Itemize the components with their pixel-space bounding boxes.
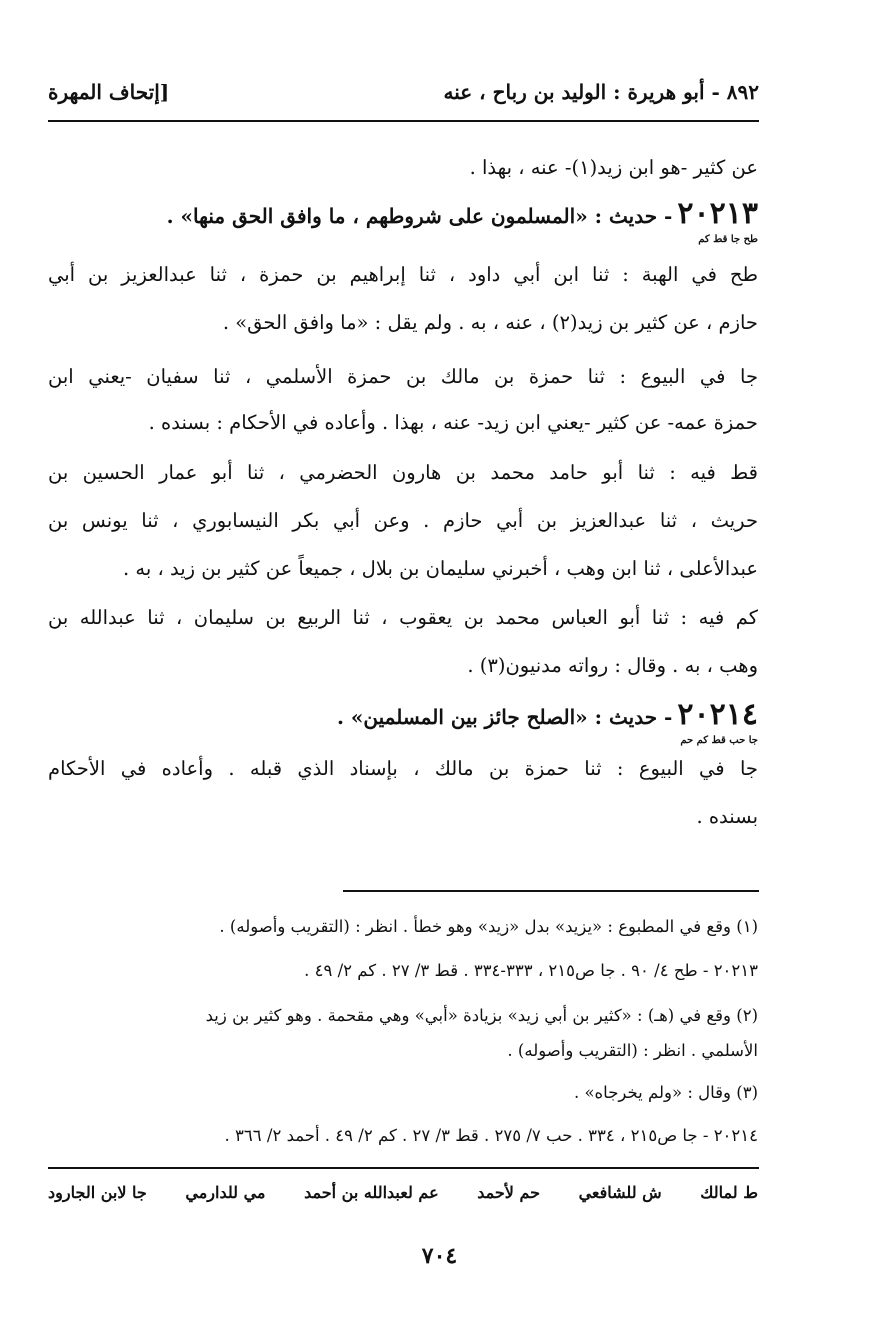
- footnote: (٢) وقع في (هـ) : «كثير بن أبي زيد» بزيادة «أبي» وهي مقحمة . وهو كثير بن زيد: [205, 1006, 758, 1025]
- text-line: عبدالأعلى ، ثنا ابن وهب ، أخبرني سليمان بن بلال ، جميعاً عن كثير بن زيد ، به .: [123, 557, 758, 580]
- hadith-heading: [166, 196, 758, 245]
- footnote: ٢٠٢١٤ - جا ص٢١٥ ، ٣٣٤ . حب ٧/ ٢٧٥ . قط ٣/ ٢٧ . كم ٢/ ٤٩ . أحمد ٢/ ٣٦٦ .: [224, 1126, 758, 1145]
- footnote: (١) وقع في المطبوع : «يزيد» بدل «زيد» وهو خطأ . انظر : (التقريب وأصوله) .: [219, 917, 758, 936]
- text-line: عن كثير -هو ابن زيد(١)- عنه ، بهذا .: [469, 156, 758, 179]
- text-line: قط فيه : ثنا أبو حامد محمد بن هارون الحضرمي ، ثنا أبو عمار الحسين بن: [48, 461, 758, 484]
- footnote: (٣) وقال : «ولم يخرجاه» .: [573, 1083, 758, 1102]
- page-number: ٧٠٤: [421, 1243, 458, 1269]
- text-line: جا في البيوع : ثنا حمزة بن مالك بن حمزة الأسلمي ، ثنا سفيان -يعني ابن: [48, 365, 758, 388]
- sigla-item: مي للدارمي: [185, 1183, 266, 1202]
- text-line: حمزة عمه- عن كثير -يعني ابن زيد- عنه ، بهذا . وأعاده في الأحكام : بسنده .: [148, 411, 758, 434]
- text-line: جا في البيوع : ثنا حمزة بن مالك ، بإسناد الذي قبله . وأعاده في الأحكام: [48, 757, 758, 780]
- footnote: ٢٠٢١٣ - طح ٤/ ٩٠ . جا ص٢١٥ ، ٣٣٣-٣٣٤ . قط ٣/ ٢٧ . كم ٢/ ٤٩ .: [304, 961, 758, 980]
- footnote: الأسلمي . انظر : (التقريب وأصوله) .: [507, 1041, 758, 1060]
- sigla-item: ط لمالك: [700, 1183, 758, 1202]
- hadith-number: ٢٠٢١٣: [677, 196, 758, 231]
- hadith-sigla: طح جا قط كم: [698, 234, 758, 245]
- text-line: حريث ، ثنا عبدالعزيز بن أبي حازم . وعن أبي بكر النيسابوري ، ثنا يونس بن: [48, 509, 758, 532]
- sigla-item: عم لعبدالله بن أحمد: [304, 1183, 439, 1202]
- hadith-number: ٢٠٢١٤: [677, 697, 758, 732]
- hadith-title: - حديث : «الصلح جائز بين المسلمين» .: [336, 705, 673, 729]
- footer-rule: [48, 1167, 759, 1169]
- text-line: بسنده .: [696, 805, 758, 828]
- running-header-section: ٨٩٢ - أبو هريرة : الوليد بن رباح ، عنه: [443, 80, 759, 104]
- header-rule: [48, 120, 759, 122]
- sigla-item: جا لابن الجارود: [48, 1183, 147, 1202]
- sigla-legend: [48, 1183, 758, 1202]
- text-line: طح في الهبة : ثنا ابن أبي داود ، ثنا إبراهيم بن حمزة ، ثنا عبدالعزيز بن أبي: [48, 263, 758, 286]
- sigla-item: حم لأحمد: [477, 1183, 540, 1202]
- hadith-sigla: جا حب قط كم حم: [680, 735, 758, 746]
- text-line: حازم ، عن كثير بن زيد(٢) ، عنه ، به . ولم يقل : «ما وافق الحق» .: [222, 311, 758, 334]
- text-line: كم فيه : ثنا أبو العباس محمد بن يعقوب ، ثنا الربيع بن سليمان ، ثنا عبدالله بن: [48, 606, 758, 629]
- sigla-item: ش للشافعي: [578, 1183, 662, 1202]
- text-line: وهب ، به . وقال : رواته مدنيون(٣) .: [467, 654, 758, 677]
- hadith-heading: [336, 697, 758, 746]
- hadith-title: - حديث : «المسلمون على شروطهم ، ما وافق الحق منها» .: [166, 204, 673, 228]
- running-header-book: [إتحاف المهرة: [48, 80, 170, 104]
- footnote-rule: [343, 890, 759, 892]
